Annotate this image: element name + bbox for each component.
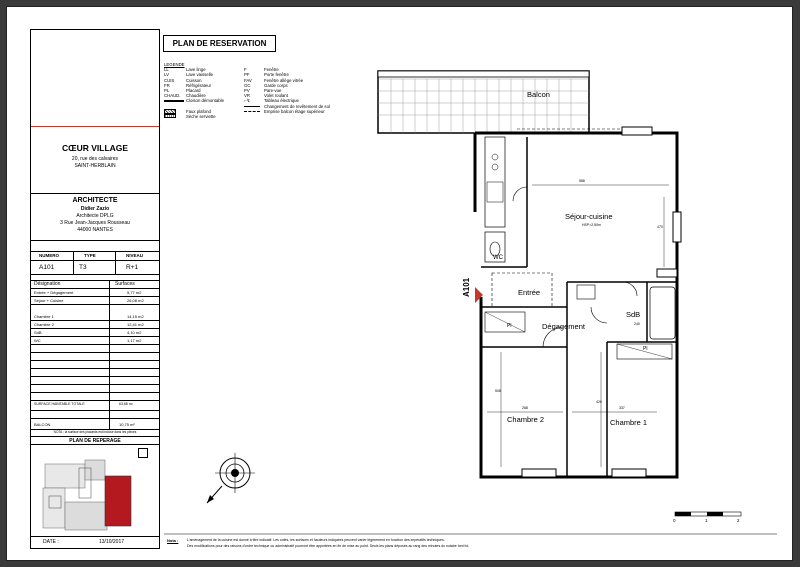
balcon-label: BALCON	[34, 422, 51, 427]
scale-2: 2	[737, 518, 740, 523]
lot-header-type: TYPE	[84, 253, 96, 258]
room-sejour: Séjour-cuisine	[565, 212, 613, 221]
architect-role: Architecte DPLG	[76, 213, 114, 219]
total-label: SURFACE HABITABLE TOTALE	[34, 402, 85, 406]
legend-title: LEGENDE	[164, 62, 185, 67]
room-chambre1: Chambre 1	[610, 418, 648, 427]
room-degagement: Dégagement	[542, 322, 585, 331]
floor-plan	[7, 7, 794, 562]
project-address: 20, rue des calvaires	[71, 156, 119, 162]
surface-name: Chambre 1	[34, 314, 54, 319]
room-sejour-hsp: HSP=2,50m	[582, 223, 601, 227]
total-value: 63,68 m²	[119, 402, 133, 406]
lot-header-numero: NUMERO	[39, 253, 59, 258]
architect-name: Didier Zazio	[80, 206, 110, 212]
surface-name: Chambre 2	[34, 322, 54, 327]
surface-value: 4,10 m2	[127, 330, 142, 335]
surface-value: 26,08 m2	[127, 298, 144, 303]
dim-588: 588	[579, 179, 585, 183]
dim-337: 337	[619, 406, 625, 410]
lot-type: T3	[79, 264, 87, 271]
lot-label: A101	[462, 277, 471, 297]
surface-value: 14,15 m2	[127, 314, 144, 319]
dim-268: 268	[522, 406, 528, 410]
date-label: DATE :	[43, 539, 59, 545]
date-value: 13/10/2017	[99, 539, 125, 545]
dim-240: 240	[634, 322, 640, 326]
scale-0: 0	[673, 518, 676, 523]
room-sdb: SdB	[626, 310, 641, 319]
scale-1: 1	[705, 518, 708, 523]
balcony-grid	[378, 71, 589, 133]
room-chambre2: Chambre 2	[507, 415, 545, 424]
nota-label: Nota :	[167, 538, 179, 543]
architect-street: 3 Rue Jean-Jacques Rousseau	[60, 220, 130, 226]
room-placard-2: Pl	[643, 346, 648, 352]
surface-value: 12,41 m2	[127, 322, 144, 327]
surface-name: SdB	[34, 330, 42, 335]
project-name: CŒUR VILLAGE	[61, 143, 129, 153]
surface-value: 1,17 m2	[127, 338, 142, 343]
surface-name: Séjour + Cuisine	[34, 298, 64, 303]
nota-text-1: L'aménagement de la cuisine est donné à titre indicatif. Les cotes, les surfaces et hauteurs indiquées peuvent varier légèrement en fonction des impératifs techniques.	[187, 538, 445, 542]
surface-name: Entrée + Dégagement	[34, 290, 74, 295]
surfaces-note: NOTA : la surface des placards est incluse dans les pièces	[53, 430, 137, 434]
architect-city: 44000 NANTES	[77, 227, 113, 233]
scale-bar	[675, 512, 741, 516]
lot-niveau: R+1	[126, 264, 139, 271]
dim-420: 420	[596, 400, 602, 404]
lot-numero: A101	[39, 264, 55, 271]
plan-title: PLAN DE RESERVATION	[163, 35, 276, 52]
room-entree: Entrée	[518, 288, 541, 297]
reperage-title: PLAN DE REPERAGE	[69, 438, 121, 444]
plan-sheet: CŒUR VILLAGE 20, rue des calvaires SAINT-HERBLAIN ARCHITECTE Didier Zazio Architecte DPLG 3 Rue Jean-Jacques Rousseau 44000 NANTES NUMERO TYPE NIVEAU A101 T3 R+1 Désignation Surfaces Entrée + Dégagement 5,77 m2 Séjour + Cuisine 26,08 m2 Chambre 1 14,15 m2 Chambre 2 12,41 m2 SdB 4,10 m2 WC 1,17 m2 SURFACE HABITABLE TOTALE 63,68 m² BALCON 10,75 m² NOTA : la surface des placards est incluse dans les pièces PLAN DE REPERAGE DATE : 13/10/2017 PLAN DE RESERVATION LEGENDE LL Lave linge F Fenêtre LV Lave vaisselle PF Porte fenêtre CUIS Cuisson FAV Fenêtre allège vitrée FR Réfrigérateur GC Garde corps PL Placard PV Pare-vue CHAUD. Chaudière VR Volet roulant Cloison démontable ⌐↯ Tableau électrique Changement de revêtement de sol Faux plafond Emprise balcon étage supérieur Sèche serviette Balcon Séjour-cuisine HSP=2,50m WC Entrée Dégagement SdB Chambre 1 Chambre 2 Pl Pl A101 588 470 268 337 240 508 420 0 1 2 Nota : L'aménagement de la cuisine est donné à titre indicatif. Les cotes, les surfaces et hauteurs indiquées peuvent varier légèrement en fonction des impératifs techniques. Des modifications pour des raisons d'ordre technique ou administratif pourront être apportées en fin de mise au point. Seuls les plans déposés au rang des minutes du notaire font foi.	[6, 6, 793, 561]
lot-header-niveau: NIVEAU	[126, 253, 144, 258]
project-city: SAINT-HERBLAIN	[74, 163, 116, 169]
balcon-value: 10,75 m²	[119, 422, 135, 427]
dim-508: 508	[495, 389, 501, 393]
north-compass-icon	[207, 453, 255, 503]
dim-470: 470	[657, 225, 663, 229]
room-placard-1: Pl	[507, 323, 512, 329]
surface-value: 5,77 m2	[127, 290, 142, 295]
room-wc: WC	[493, 255, 503, 261]
nota-text-2: Des modifications pour des raisons d'ordre technique ou administratif pourront être apportées en fin de mise au point. Seuls les plans déposés au rang des minutes du notaire font foi.	[187, 544, 470, 548]
room-balcon: Balcon	[527, 90, 550, 99]
architect-title: ARCHITECTE	[72, 197, 118, 204]
surfaces-header-designation: Désignation	[34, 281, 61, 287]
surfaces-header-surfaces: Surfaces	[115, 281, 135, 287]
surface-name: WC	[34, 338, 41, 343]
tableau-electrique-icon: ⌐↯	[244, 98, 251, 104]
